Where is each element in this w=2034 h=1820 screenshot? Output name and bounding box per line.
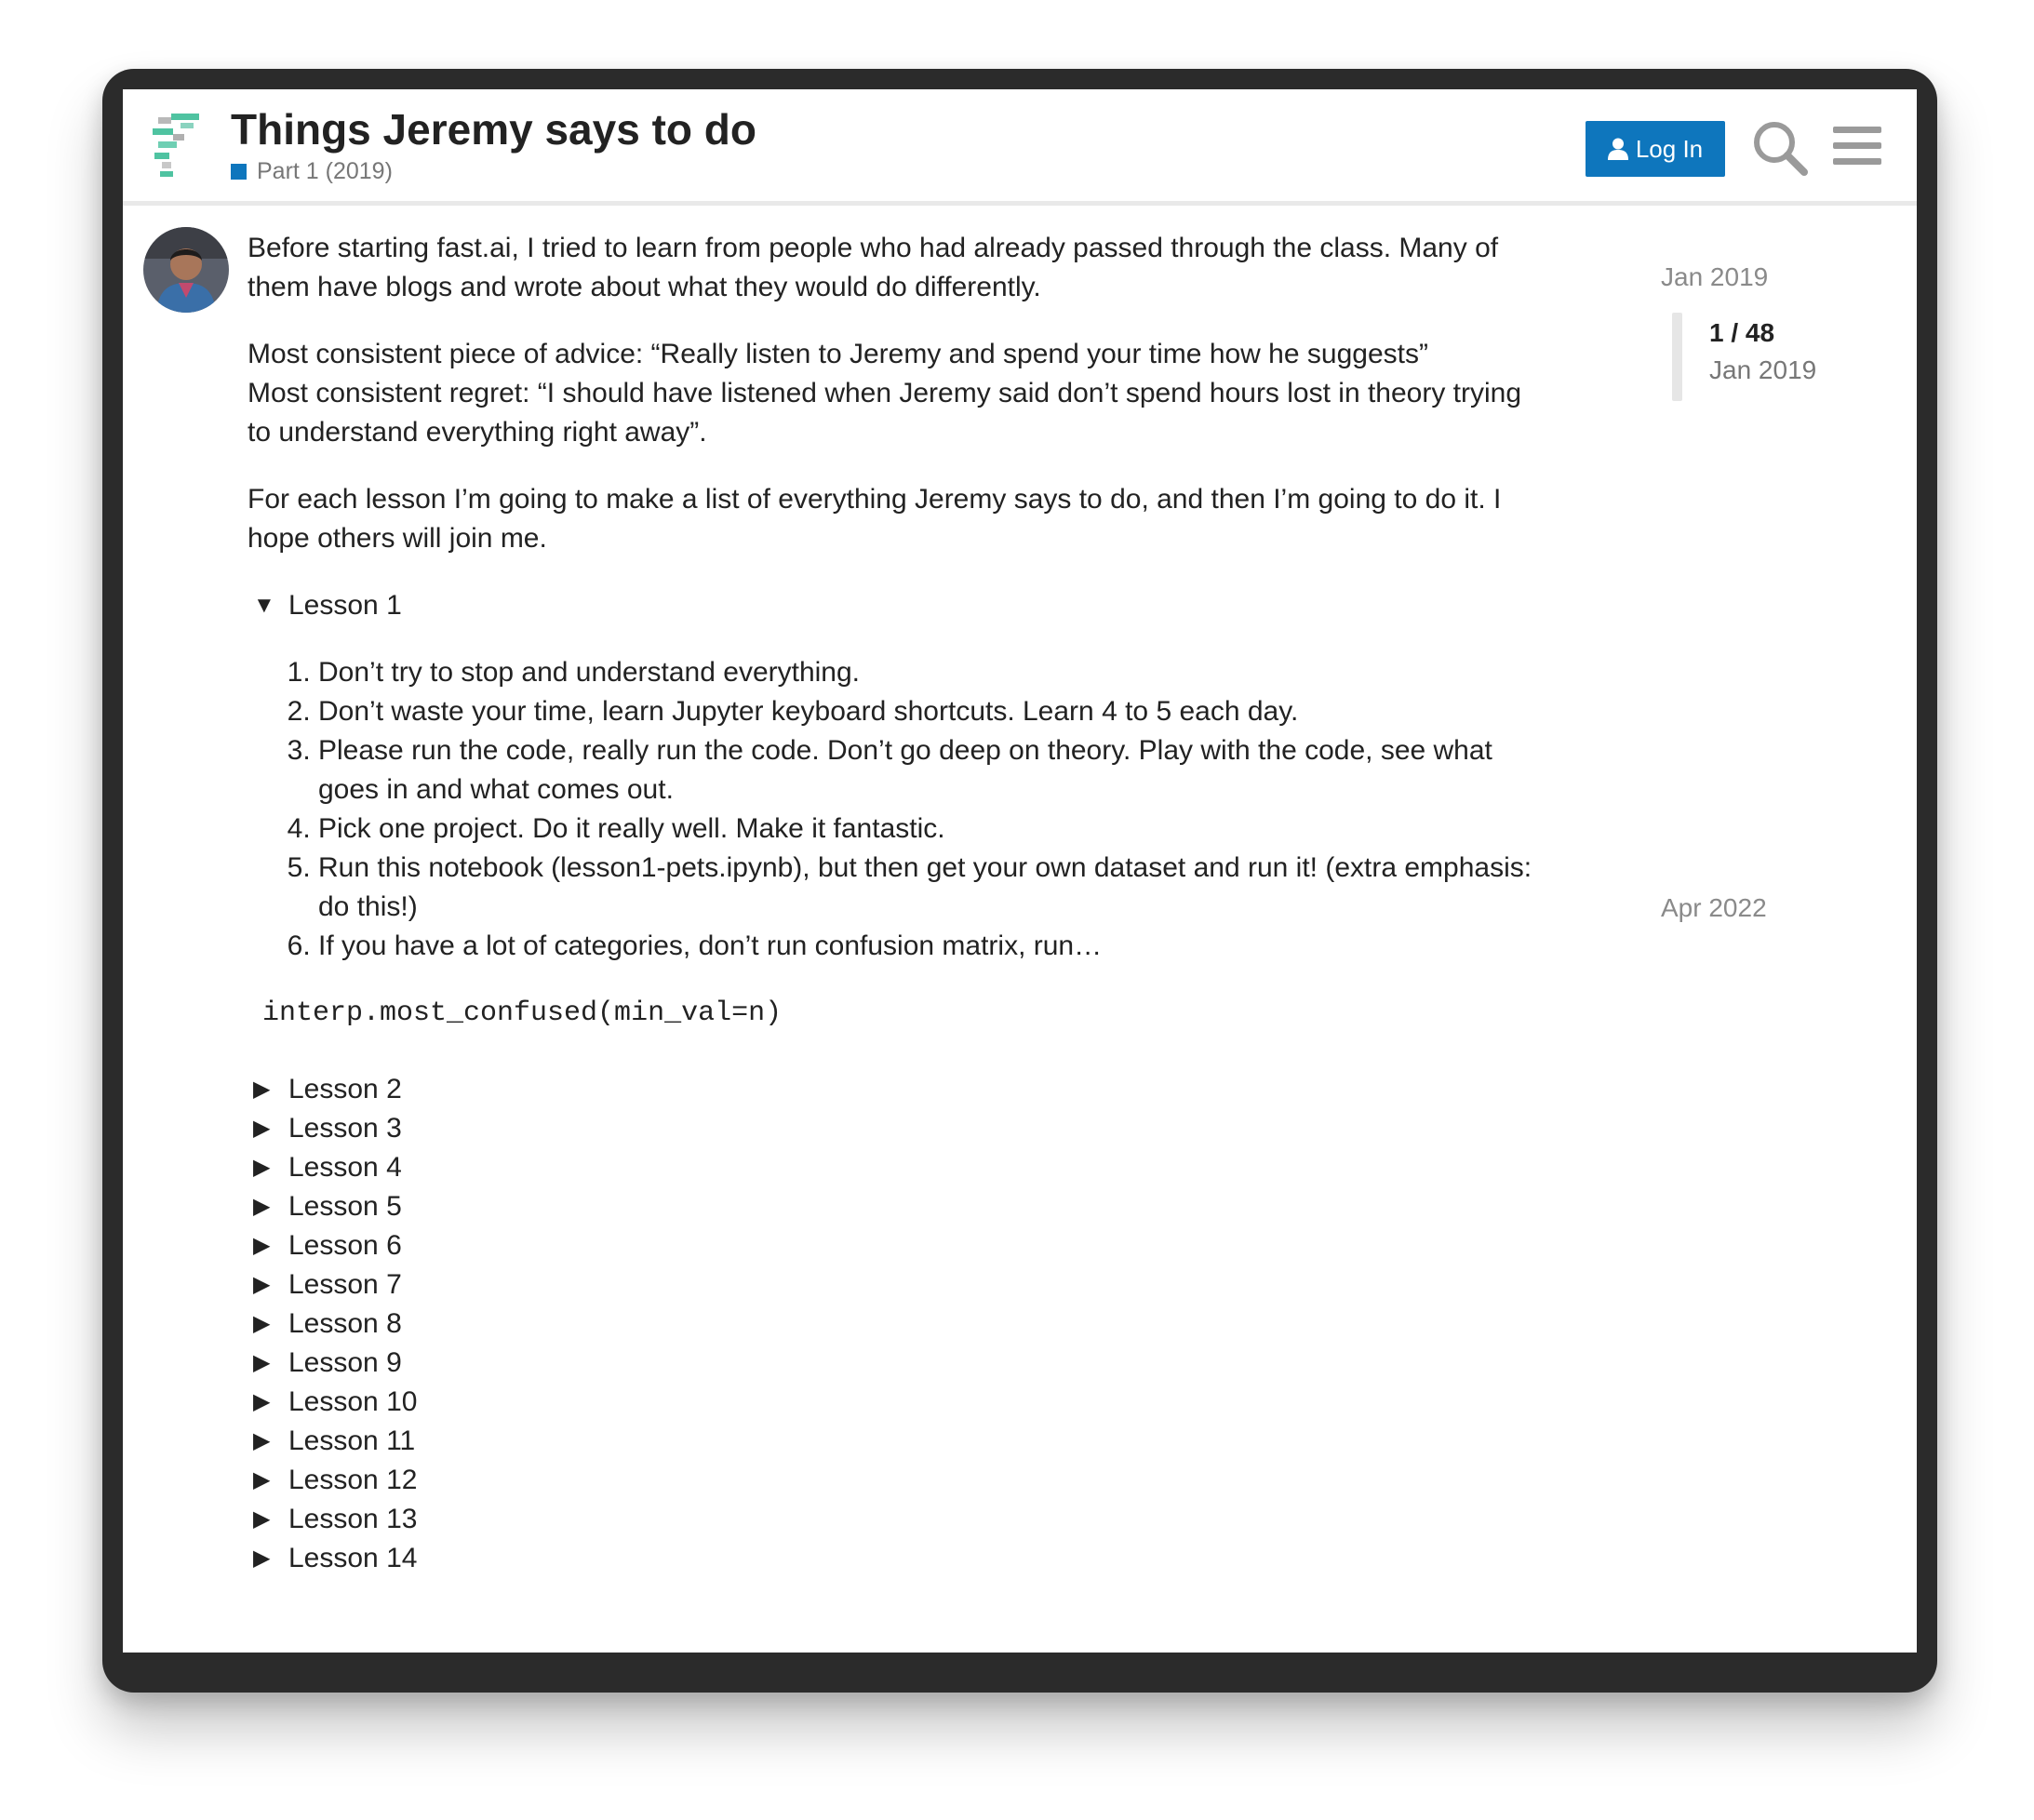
site-logo-icon[interactable] xyxy=(153,114,203,179)
category-color-swatch xyxy=(231,164,247,180)
post-paragraph: For each lesson I’m going to make a list of everything Jeremy says to do, and then I’m going to do it. I hope others will join me. xyxy=(248,484,1502,554)
login-button[interactable] xyxy=(1586,121,1725,177)
category-label: Part 1 (2019) xyxy=(257,158,393,184)
avatar-image xyxy=(143,227,229,313)
lesson-1-list xyxy=(248,653,1550,966)
lesson-summary-toggle[interactable] xyxy=(248,1070,1550,1109)
triangle-right-icon: ▶ xyxy=(253,1077,271,1102)
regret-line: Most consistent regret: “I should have listened when Jeremy said don’t spend hours lost in theory trying to understand everything right away”. xyxy=(248,378,1522,448)
triangle-right-icon: ▶ xyxy=(253,1116,271,1141)
triangle-right-icon: ▶ xyxy=(253,1155,271,1180)
list-item: 5. Run this notebook (lesson1-pets.ipynb), but then get your own dataset and run it! (extra emphasis: do this!) xyxy=(318,849,1550,927)
hamburger-menu-icon[interactable] xyxy=(1833,125,1881,167)
triangle-down-icon: ▼ xyxy=(253,593,275,618)
lesson-summary-toggle[interactable] xyxy=(248,1422,1550,1461)
topic-title[interactable]: Things Jeremy says to do xyxy=(231,105,756,154)
lesson-summary-label: Lesson 11 xyxy=(288,1425,416,1456)
lesson-summary-toggle[interactable] xyxy=(248,1265,1550,1305)
lesson-summary-label: Lesson 9 xyxy=(288,1347,402,1378)
lesson-summary-toggle[interactable] xyxy=(248,586,1550,625)
lesson-summary-toggle[interactable] xyxy=(248,1187,1550,1226)
lesson-summary-label: Lesson 6 xyxy=(288,1230,402,1261)
author-avatar[interactable] xyxy=(143,227,229,313)
timeline-current-date: Jan 2019 xyxy=(1709,355,1817,384)
lesson-summary-label: Lesson 1 xyxy=(288,590,402,621)
timeline-position: 1 / 48 xyxy=(1709,318,1775,347)
lesson-1-details xyxy=(248,586,1550,1033)
lesson-summary-toggle[interactable] xyxy=(248,1500,1550,1539)
lesson-summary-toggle[interactable] xyxy=(248,1305,1550,1344)
triangle-right-icon: ▶ xyxy=(253,1233,271,1258)
lesson-summary-label: Lesson 14 xyxy=(288,1543,418,1573)
triangle-right-icon: ▶ xyxy=(253,1272,271,1297)
list-item: 1. Don’t try to stop and understand everything. xyxy=(318,653,1550,692)
lesson-summary-label: Lesson 8 xyxy=(288,1308,402,1339)
timeline-end-date[interactable]: Apr 2022 xyxy=(1661,893,1767,922)
lesson-summary-toggle[interactable] xyxy=(248,1383,1550,1422)
lesson-summary-toggle[interactable] xyxy=(248,1148,1550,1187)
lesson-summary-label: Lesson 4 xyxy=(288,1152,402,1183)
device-frame xyxy=(102,69,1937,1693)
timeline-scroll-handle[interactable] xyxy=(1672,313,1682,401)
list-item: 3. Please run the code, really run the code. Don’t go deep on theory. Play with the code, see what goes in and what comes out. xyxy=(318,731,1550,810)
lesson-summary-label: Lesson 7 xyxy=(288,1269,402,1300)
list-item: 4. Pick one project. Do it really well. Make it fantastic. xyxy=(318,810,1550,849)
list-item: 6. If you have a lot of categories, don’t run confusion matrix, run… xyxy=(318,927,1550,966)
triangle-right-icon: ▶ xyxy=(253,1350,271,1375)
triangle-right-icon: ▶ xyxy=(253,1546,271,1571)
lesson-summary-toggle[interactable] xyxy=(248,1109,1550,1148)
browser-viewport xyxy=(123,89,1917,1653)
triangle-right-icon: ▶ xyxy=(253,1467,271,1492)
post-paragraph: Before starting fast.ai, I tried to learn from people who had already passed through the class. Many of them have blogs and wrote about what they would do differently. xyxy=(248,233,1499,302)
code-snippet: interp.most_confused(min_val=n) xyxy=(262,997,783,1029)
timeline-start-date[interactable]: Jan 2019 xyxy=(1661,262,1769,291)
lesson-summary-toggle[interactable] xyxy=(248,1344,1550,1383)
category-badge[interactable] xyxy=(231,158,393,185)
lesson-summary-label: Lesson 2 xyxy=(288,1074,402,1104)
triangle-right-icon: ▶ xyxy=(253,1194,271,1219)
search-icon[interactable] xyxy=(1751,119,1809,177)
user-icon xyxy=(1608,138,1628,160)
lesson-summary-toggle[interactable] xyxy=(248,1226,1550,1265)
triangle-right-icon: ▶ xyxy=(253,1311,271,1336)
lesson-summary-label: Lesson 13 xyxy=(288,1504,418,1534)
lesson-summary-toggle[interactable] xyxy=(248,1461,1550,1500)
triangle-right-icon: ▶ xyxy=(253,1389,271,1414)
lesson-summary-label: Lesson 5 xyxy=(288,1191,402,1222)
site-header xyxy=(123,89,1917,206)
advice-line: Most consistent piece of advice: “Really listen to Jeremy and spend your time how he suggests” xyxy=(248,339,1428,369)
post-body xyxy=(248,229,1550,1578)
post-paragraph xyxy=(248,335,1550,452)
lesson-summary-label: Lesson 3 xyxy=(288,1113,402,1144)
list-item: 2. Don’t waste your time, learn Jupyter keyboard shortcuts. Learn 4 to 5 each day. xyxy=(318,692,1550,731)
collapsed-lessons xyxy=(248,1070,1550,1578)
lesson-summary-toggle[interactable] xyxy=(248,1539,1550,1578)
login-label: Log In xyxy=(1635,134,1704,163)
triangle-right-icon: ▶ xyxy=(253,1428,271,1453)
triangle-right-icon: ▶ xyxy=(253,1506,271,1532)
lesson-summary-label: Lesson 10 xyxy=(288,1386,418,1417)
lesson-summary-label: Lesson 12 xyxy=(288,1465,418,1495)
